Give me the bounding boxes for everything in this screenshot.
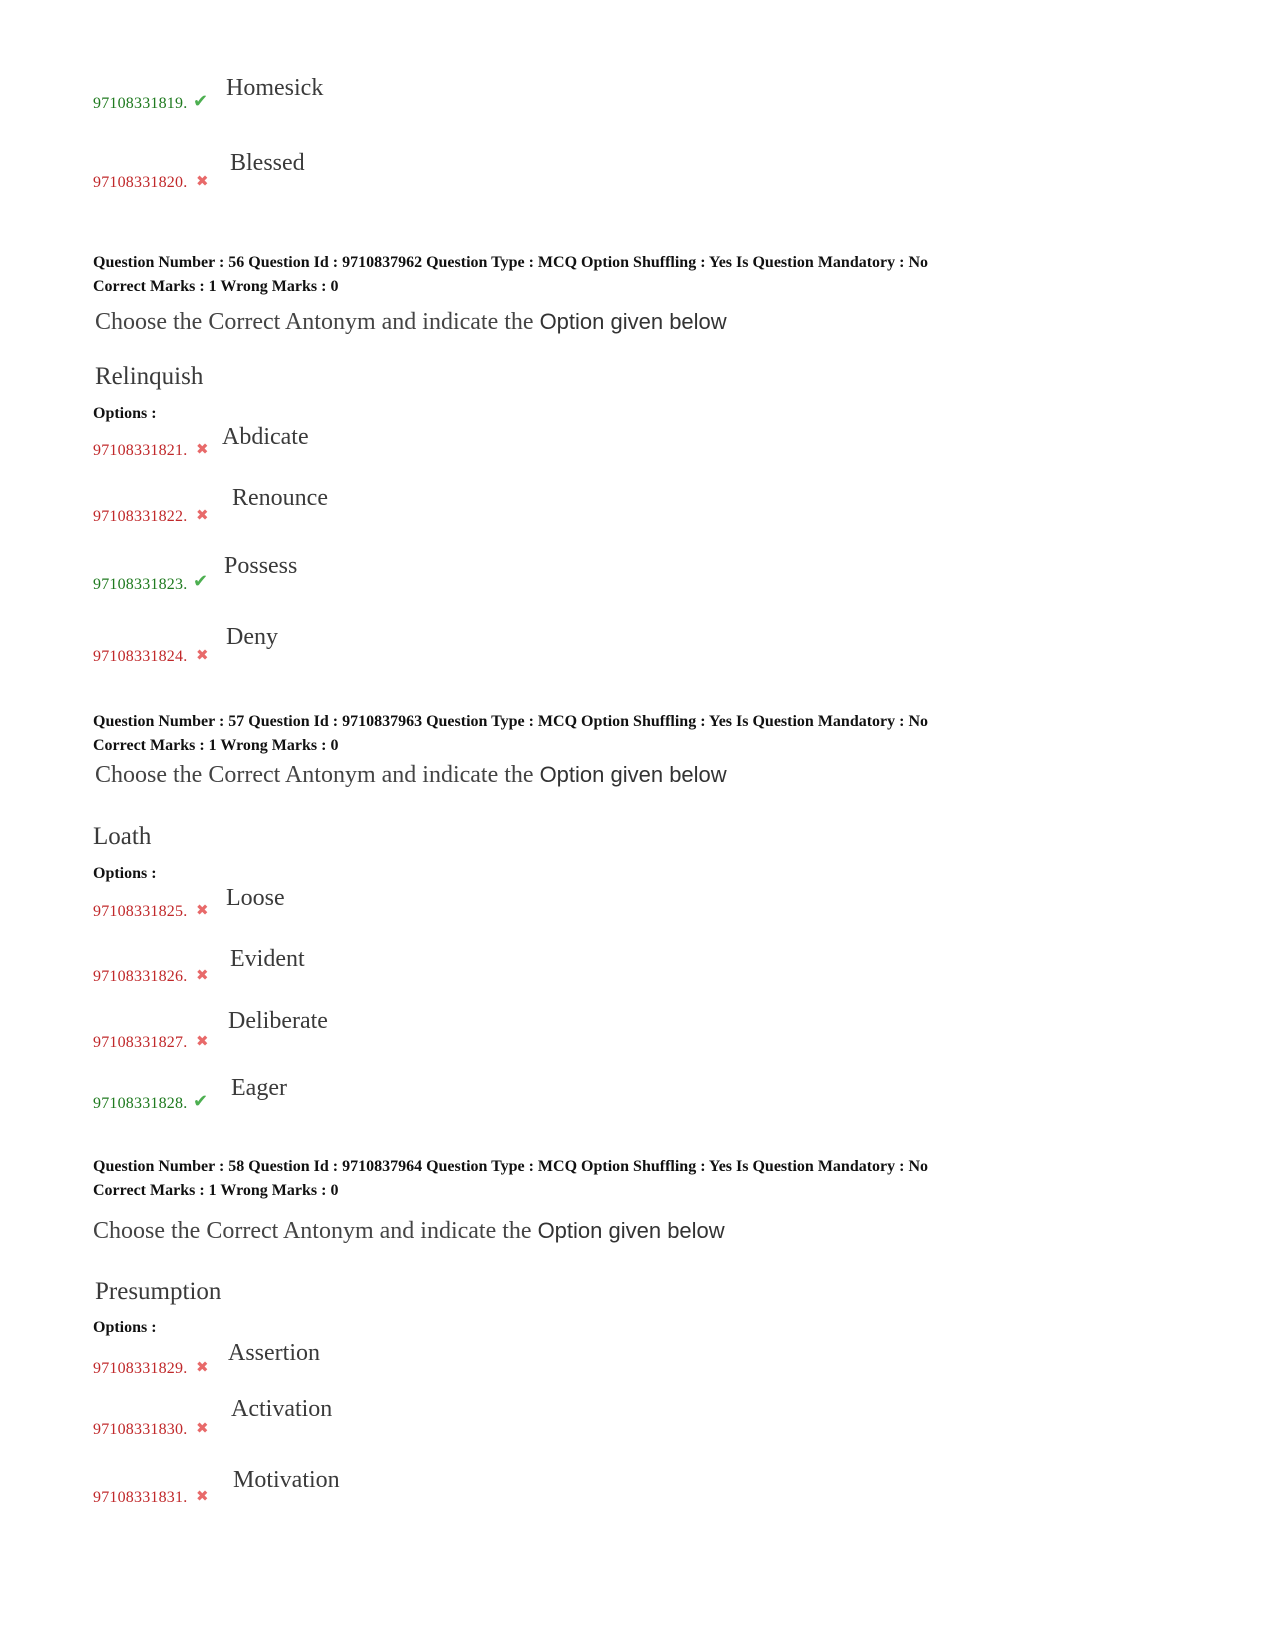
question-stem-text-sans: Option given below: [539, 762, 727, 787]
option-text: Assertion: [228, 1340, 320, 1366]
wrong-cross-icon: ✖: [196, 968, 209, 984]
option-text: Abdicate: [222, 424, 309, 450]
option-id: 97108331827.: [93, 1034, 188, 1051]
correct-check-icon: ✔: [193, 91, 209, 111]
options-label: Options :: [93, 865, 157, 882]
option-text: Motivation: [233, 1467, 340, 1493]
option-id: 97108331819.: [93, 95, 188, 112]
marks-meta-line: Correct Marks : 1 Wrong Marks : 0: [93, 737, 339, 754]
wrong-cross-icon: ✖: [196, 648, 209, 664]
option-text: Deliberate: [228, 1008, 328, 1034]
option-text: Homesick: [226, 75, 324, 101]
question-meta-line: Question Number : 58 Question Id : 9710837964 Question Type : MCQ Option Shuffling : Yes Is Question Mandatory : No: [93, 1158, 929, 1175]
option-id: 97108331830.: [93, 1421, 188, 1438]
wrong-cross-icon: ✖: [196, 1489, 209, 1505]
wrong-cross-icon: ✖: [196, 903, 209, 919]
question-meta: [93, 1155, 928, 1203]
wrong-cross-icon: ✖: [196, 1360, 209, 1376]
question-stem-text: Choose the Correct Antonym and indicate the: [95, 762, 534, 788]
option-text: Activation: [231, 1396, 333, 1422]
option-text: Renounce: [232, 485, 328, 511]
correct-check-icon: ✔: [193, 1091, 209, 1111]
options-label: Options :: [93, 1319, 157, 1336]
wrong-cross-icon: ✖: [196, 1421, 209, 1437]
question-meta-line: Question Number : 57 Question Id : 9710837963 Question Type : MCQ Option Shuffling : Yes Is Question Mandatory : No: [93, 713, 929, 730]
wrong-cross-icon: ✖: [196, 442, 209, 458]
marks-meta-line: Correct Marks : 1 Wrong Marks : 0: [93, 1182, 339, 1199]
option-id: 97108331831.: [93, 1489, 188, 1506]
question-word: Relinquish: [95, 363, 204, 390]
wrong-cross-icon: ✖: [196, 174, 209, 190]
option-text: Deny: [226, 624, 278, 650]
option-id: 97108331822.: [93, 508, 188, 525]
option-text: Eager: [231, 1075, 287, 1101]
option-id: 97108331828.: [93, 1095, 188, 1112]
question-word: Presumption: [95, 1278, 222, 1305]
question-stem-text-sans: Option given below: [539, 309, 727, 334]
question-stem: [95, 309, 727, 336]
option-id: 97108331829.: [93, 1360, 188, 1377]
question-stem-text: Choose the Correct Antonym and indicate the: [93, 1218, 532, 1244]
option-id: 97108331826.: [93, 968, 188, 985]
question-stem: [93, 1218, 725, 1245]
option-text: Blessed: [230, 150, 305, 176]
question-stem: [95, 762, 727, 789]
wrong-cross-icon: ✖: [196, 508, 209, 524]
option-id: 97108331823.: [93, 576, 188, 593]
question-word: Loath: [93, 823, 152, 850]
question-meta-line: Question Number : 56 Question Id : 9710837962 Question Type : MCQ Option Shuffling : Yes Is Question Mandatory : No: [93, 254, 929, 271]
option-text: Loose: [226, 885, 285, 911]
correct-check-icon: ✔: [193, 571, 209, 591]
wrong-cross-icon: ✖: [196, 1034, 209, 1050]
options-label: Options :: [93, 405, 157, 422]
option-id: 97108331825.: [93, 903, 188, 920]
option-id: 97108331820.: [93, 174, 188, 191]
question-meta: [93, 251, 928, 299]
option-text: Evident: [230, 946, 305, 972]
option-id: 97108331824.: [93, 648, 188, 665]
marks-meta-line: Correct Marks : 1 Wrong Marks : 0: [93, 278, 339, 295]
option-id: 97108331821.: [93, 442, 188, 459]
option-text: Possess: [224, 553, 298, 579]
question-stem-text-sans: Option given below: [537, 1218, 725, 1243]
question-meta: [93, 710, 928, 758]
question-stem-text: Choose the Correct Antonym and indicate the: [95, 309, 534, 335]
